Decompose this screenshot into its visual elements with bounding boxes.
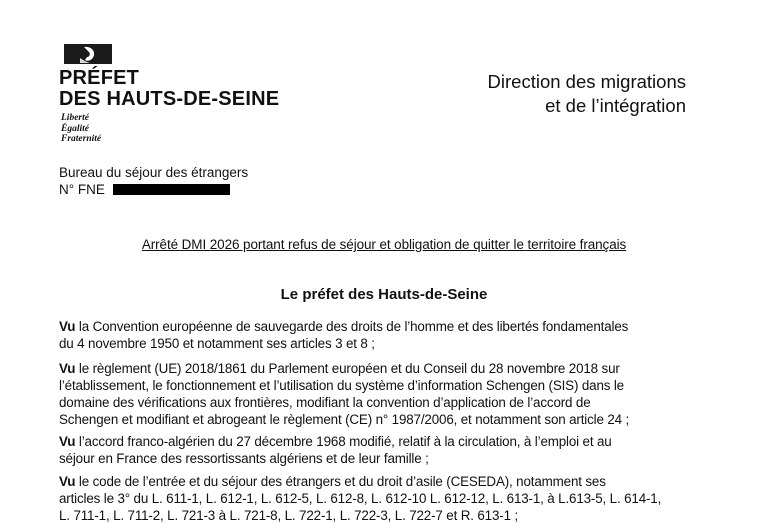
considerant-1: [59, 318, 704, 352]
considerant-text: le code de l’entrée et du séjour des étrangers et du droit d’asile (CESEDA), notamment ses: [78, 474, 606, 489]
considerant-line: l’établissement, le fonctionnement et l’utilisation du système d’information Schengen (SIS) dans le: [59, 378, 624, 393]
considerant-text: la Convention européenne de sauvegarde des droits de l’homme et des libertés fondamentales: [78, 319, 629, 334]
considerant-line: L. 711-1, L. 711-2, L. 721-3 à L. 721-8, L. 722-1, L. 722-3, L. 722-7 et R. 613-1 ;: [59, 508, 519, 523]
prefet-title-line2: DES HAUTS-DE-SEINE: [59, 88, 280, 110]
considerant-line: séjour en France des ressortissants algériens et de leur famille ;: [59, 451, 429, 466]
vu-label: Vu: [59, 319, 76, 334]
marianne-logo-icon: [64, 44, 112, 64]
arrete-title: Arrêté DMI 2026 portant refus de séjour et obligation de quitter le territoire français: [141, 237, 627, 252]
prefet-title-line1: PRÉFET: [59, 67, 140, 89]
considerant-line: [59, 433, 704, 450]
fne-reference: [59, 182, 230, 197]
bureau-label: Bureau du séjour des étrangers: [59, 165, 249, 180]
considerant-text: le règlement (UE) 2018/1861 du Parlement européen et du Conseil du 28 novembre 2018 sur: [78, 361, 620, 376]
considerant-text: l’accord franco-algérien du 27 décembre 1968 modifié, relatif à la circulation, à l’emploi et au: [78, 434, 612, 449]
considerant-line: articles le 3° du L. 611-1, L. 612-1, L. 612-5, L. 612-8, L. 612-10 L. 612-12, L. 613-1, à L.613-5, L. 614-1,: [59, 491, 662, 506]
vu-label: Vu: [59, 474, 76, 489]
direction-heading: [488, 70, 686, 118]
considerant-4: [59, 473, 704, 524]
direction-line2: et de l’intégration: [545, 95, 686, 116]
redacted-block: [113, 184, 230, 195]
issuer-heading: Le préfet des Hauts-de-Seine: [280, 286, 488, 303]
motto-liberte: Liberté: [61, 113, 89, 123]
considerant-line: du 4 novembre 1950 et notamment ses articles 3 et 8 ;: [59, 336, 375, 351]
considerant-2: [59, 360, 704, 428]
fne-label: N° FNE: [59, 182, 105, 197]
motto-egalite: Égalité: [61, 123, 89, 134]
considerant-line: [59, 360, 704, 377]
considerant-line: domaine des vérifications aux frontières, modifiant la convention d’application de l’accord de: [59, 395, 591, 410]
considerant-line: Schengen et modifiant et abrogeant le règlement (CE) n° 1987/2006, et notamment son article 24 ;: [59, 412, 630, 427]
republic-motto: [61, 113, 101, 145]
vu-label: Vu: [59, 434, 76, 449]
considerant-line: [59, 318, 704, 335]
motto-fraternite: Fraternité: [61, 134, 102, 144]
direction-line1: Direction des migrations: [487, 71, 686, 92]
vu-label: Vu: [59, 361, 76, 376]
considerant-line: [59, 473, 704, 490]
considerant-3: [59, 433, 704, 467]
